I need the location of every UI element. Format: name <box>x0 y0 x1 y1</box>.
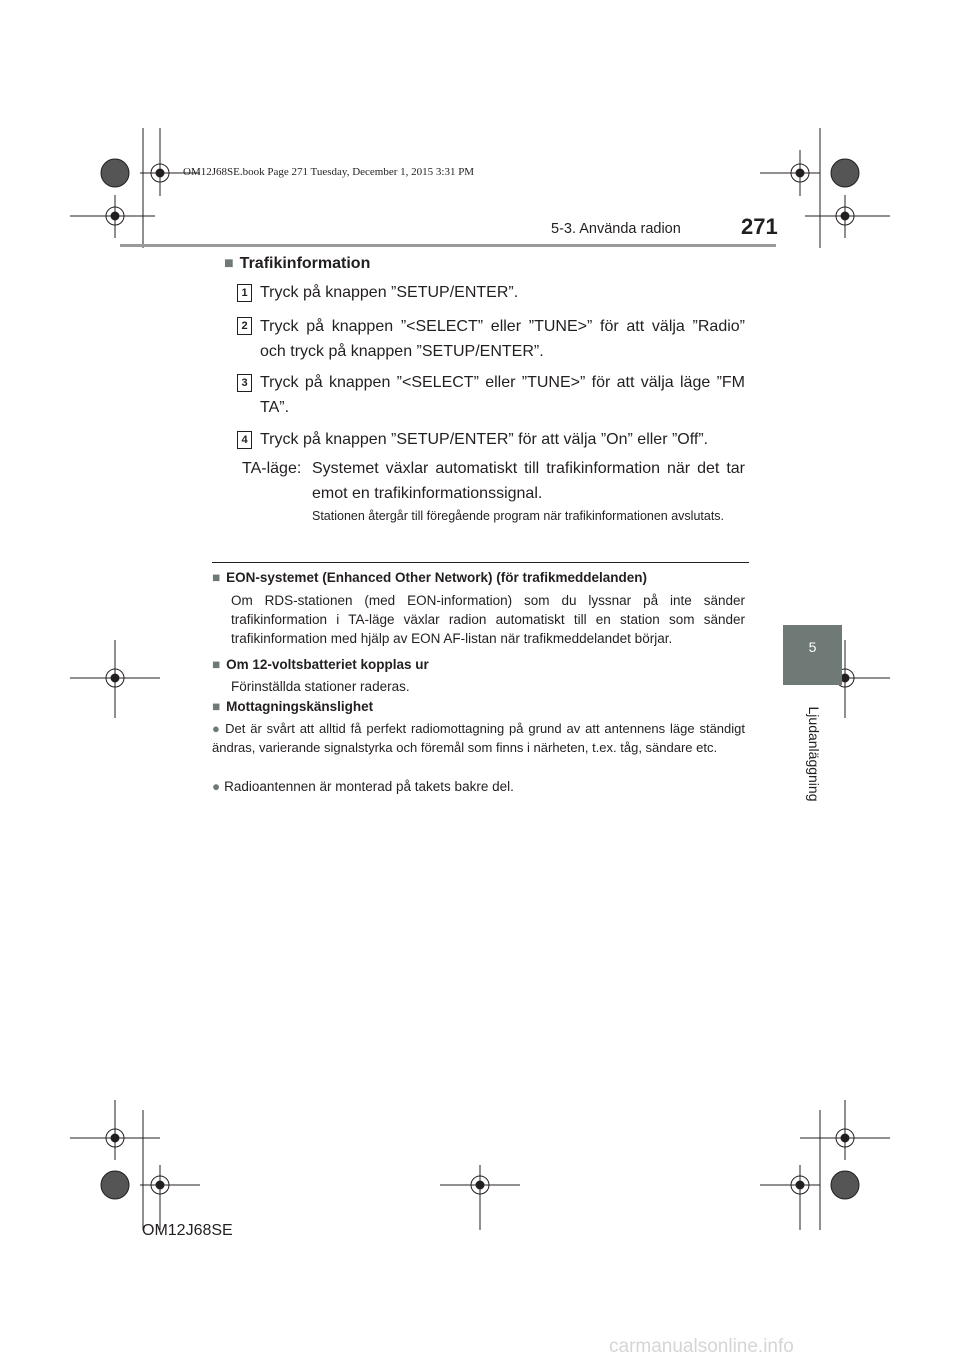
section-title: 5-3. Använda radion <box>551 221 681 237</box>
step-number: 3 <box>237 374 252 392</box>
square-bullet-icon: ■ <box>212 570 221 585</box>
section-heading: ■ Trafikinformation <box>224 255 371 272</box>
note-heading: ■ EON-systemet (Enhanced Other Network) (för trafikmeddelanden) <box>212 570 647 585</box>
ta-note: Stationen återgår till föregående program när trafikinformationen avslutats. <box>312 509 725 523</box>
step-number: 4 <box>237 431 252 449</box>
divider <box>212 562 749 563</box>
document-code: OM12J68SE <box>142 1222 233 1239</box>
ta-text: Systemet växlar automatiskt till trafikinformation när det tar emot en trafikinformationssignal. <box>312 460 745 502</box>
step-text: Tryck på knappen ”<SELECT” eller ”TUNE>” för att välja ”Radio” och tryck på knappen ”SETUP/ENTER”. <box>260 318 745 360</box>
square-bullet-icon: ■ <box>212 699 221 714</box>
step-text: Tryck på knappen ”SETUP/ENTER”. <box>260 284 519 301</box>
round-bullet-icon: ● <box>212 721 222 736</box>
header-rule <box>120 244 776 247</box>
note-text: Förinställda stationer raderas. <box>231 679 410 694</box>
square-bullet-icon: ■ <box>224 255 234 272</box>
book-stamp: OM12J68SE.book Page 271 Tuesday, December 1, 2015 3:31 PM <box>183 166 475 178</box>
square-bullet-icon: ■ <box>212 657 221 672</box>
note-heading: ■ Mottagningskänslighet <box>212 699 374 714</box>
step-number: 1 <box>237 284 252 302</box>
list-item: ● Radioantennen är monterad på takets bakre del. <box>212 779 514 794</box>
round-bullet-icon: ● <box>212 779 221 794</box>
step-number: 2 <box>237 317 252 335</box>
chapter-tab <box>783 625 842 685</box>
note-text: Om RDS-stationen (med EON-information) som du lyssnar på inte sänder trafikinformation i TA-läge växlar radion automatiskt till en station som sänder trafikinformation med hjälp av EON AF-listan när trafikmeddelandet börjar. <box>231 593 745 646</box>
chapter-number: 5 <box>808 639 817 655</box>
watermark: carmanualsonline.info <box>609 1336 794 1357</box>
page-number: 271 <box>741 214 778 239</box>
step-text: Tryck på knappen ”<SELECT” eller ”TUNE>” för att välja läge ”FM TA”. <box>260 374 745 416</box>
step-text: Tryck på knappen ”SETUP/ENTER” för att välja ”On” eller ”Off”. <box>260 431 709 448</box>
chapter-label: Ljudanläggning <box>806 706 822 802</box>
ta-label: TA-läge: <box>242 460 302 477</box>
note-heading: ■ Om 12-voltsbatteriet kopplas ur <box>212 657 429 672</box>
list-item: ● Det är svårt att alltid få perfekt radiomottagning på grund av att antennens läge ständigt ändras, varierande signalstyrka och föremål som finns i närheten, t.ex. tåg, sändare etc. <box>212 721 745 755</box>
